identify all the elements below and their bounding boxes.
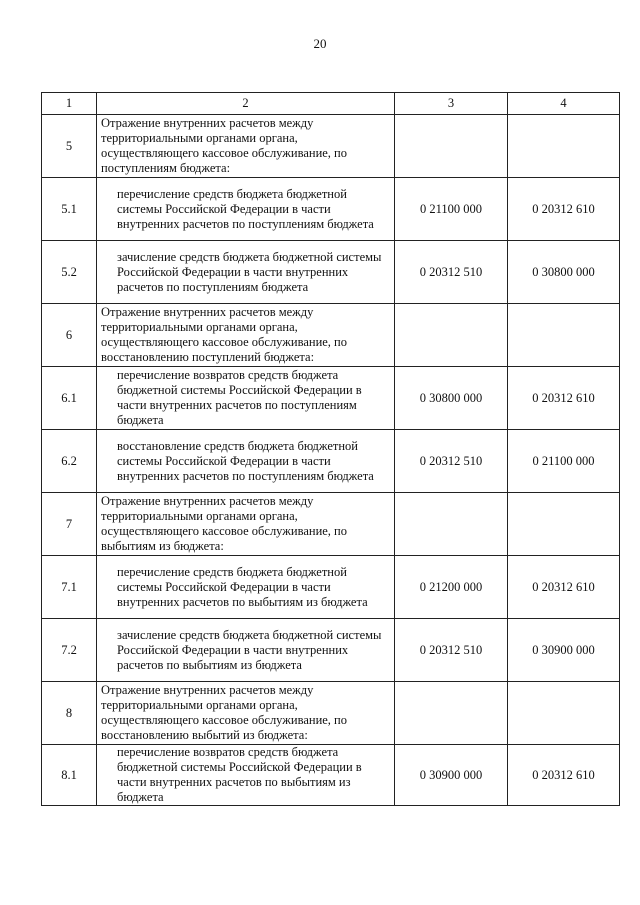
table-row: [42, 619, 620, 682]
row-credit-code: 0 20312 610: [508, 367, 620, 430]
row-number: 5: [42, 115, 97, 178]
row-description: перечисление средств бюджета бюджетной системы Российской Федерации в части внутренних расчетов по поступлениям бюджета: [97, 178, 395, 241]
row-debit-code: 0 30900 000: [395, 745, 508, 806]
row-debit-code: 0 20312 510: [395, 430, 508, 493]
row-credit-code: 0 21100 000: [508, 430, 620, 493]
row-credit-code: [508, 682, 620, 745]
row-debit-code: 0 21100 000: [395, 178, 508, 241]
row-debit-code: 0 20312 510: [395, 241, 508, 304]
row-number: 6: [42, 304, 97, 367]
table-row: [42, 682, 620, 745]
row-debit-code: 0 21200 000: [395, 556, 508, 619]
accounting-table: [41, 92, 620, 806]
header-col-2: 2: [97, 93, 395, 115]
table-row: [42, 556, 620, 619]
table-header-row: [42, 93, 620, 115]
row-number: 7.1: [42, 556, 97, 619]
row-number: 6.2: [42, 430, 97, 493]
row-description: перечисление возвратов средств бюджета бюджетной системы Российской Федерации в части внутренних расчетов по выбытиям из бюджета: [97, 745, 395, 806]
row-description: зачисление средств бюджета бюджетной системы Российской Федерации в части внутренних расчетов по поступлениям бюджета: [97, 241, 395, 304]
row-credit-code: [508, 115, 620, 178]
row-debit-code: [395, 304, 508, 367]
row-debit-code: [395, 493, 508, 556]
table-row: [42, 745, 620, 806]
row-number: 8: [42, 682, 97, 745]
row-description: Отражение внутренних расчетов между территориальными органами органа, осуществляющего кассовое обслуживание, по восстановлению выбытий из бюджета:: [97, 682, 395, 745]
row-number: 7.2: [42, 619, 97, 682]
header-col-4: 4: [508, 93, 620, 115]
row-debit-code: [395, 682, 508, 745]
table-row: [42, 304, 620, 367]
row-description: зачисление средств бюджета бюджетной системы Российской Федерации в части внутренних расчетов по выбытиям из бюджета: [97, 619, 395, 682]
row-credit-code: [508, 304, 620, 367]
row-description: перечисление возвратов средств бюджета бюджетной системы Российской Федерации в части внутренних расчетов по поступлениям бюджета: [97, 367, 395, 430]
row-debit-code: 0 30800 000: [395, 367, 508, 430]
table-row: [42, 367, 620, 430]
row-debit-code: [395, 115, 508, 178]
row-number: 5.1: [42, 178, 97, 241]
table-row: [42, 178, 620, 241]
row-number: 8.1: [42, 745, 97, 806]
row-number: 6.1: [42, 367, 97, 430]
table-row: [42, 115, 620, 178]
row-debit-code: 0 20312 510: [395, 619, 508, 682]
table-row: [42, 241, 620, 304]
table-row: [42, 430, 620, 493]
page-number: 20: [313, 36, 327, 51]
row-description: Отражение внутренних расчетов между территориальными органами органа, осуществляющего кассовое обслуживание, по выбытиям из бюджета:: [97, 493, 395, 556]
row-description: восстановление средств бюджета бюджетной системы Российской Федерации в части внутренних расчетов по поступлениям бюджета: [97, 430, 395, 493]
row-credit-code: 0 30800 000: [508, 241, 620, 304]
row-description: перечисление средств бюджета бюджетной системы Российской Федерации в части внутренних расчетов по выбытиям из бюджета: [97, 556, 395, 619]
row-credit-code: 0 30900 000: [508, 619, 620, 682]
header-col-1: 1: [42, 93, 97, 115]
row-description: Отражение внутренних расчетов между территориальными органами органа, осуществляющего кассовое обслуживание, по поступлениям бюджета:: [97, 115, 395, 178]
row-number: 5.2: [42, 241, 97, 304]
table-row: [42, 493, 620, 556]
row-credit-code: 0 20312 610: [508, 745, 620, 806]
row-credit-code: [508, 493, 620, 556]
row-credit-code: 0 20312 610: [508, 178, 620, 241]
header-col-3: 3: [395, 93, 508, 115]
row-credit-code: 0 20312 610: [508, 556, 620, 619]
row-number: 7: [42, 493, 97, 556]
row-description: Отражение внутренних расчетов между территориальными органами органа, осуществляющего кассовое обслуживание, по восстановлению поступлений бюджета:: [97, 304, 395, 367]
